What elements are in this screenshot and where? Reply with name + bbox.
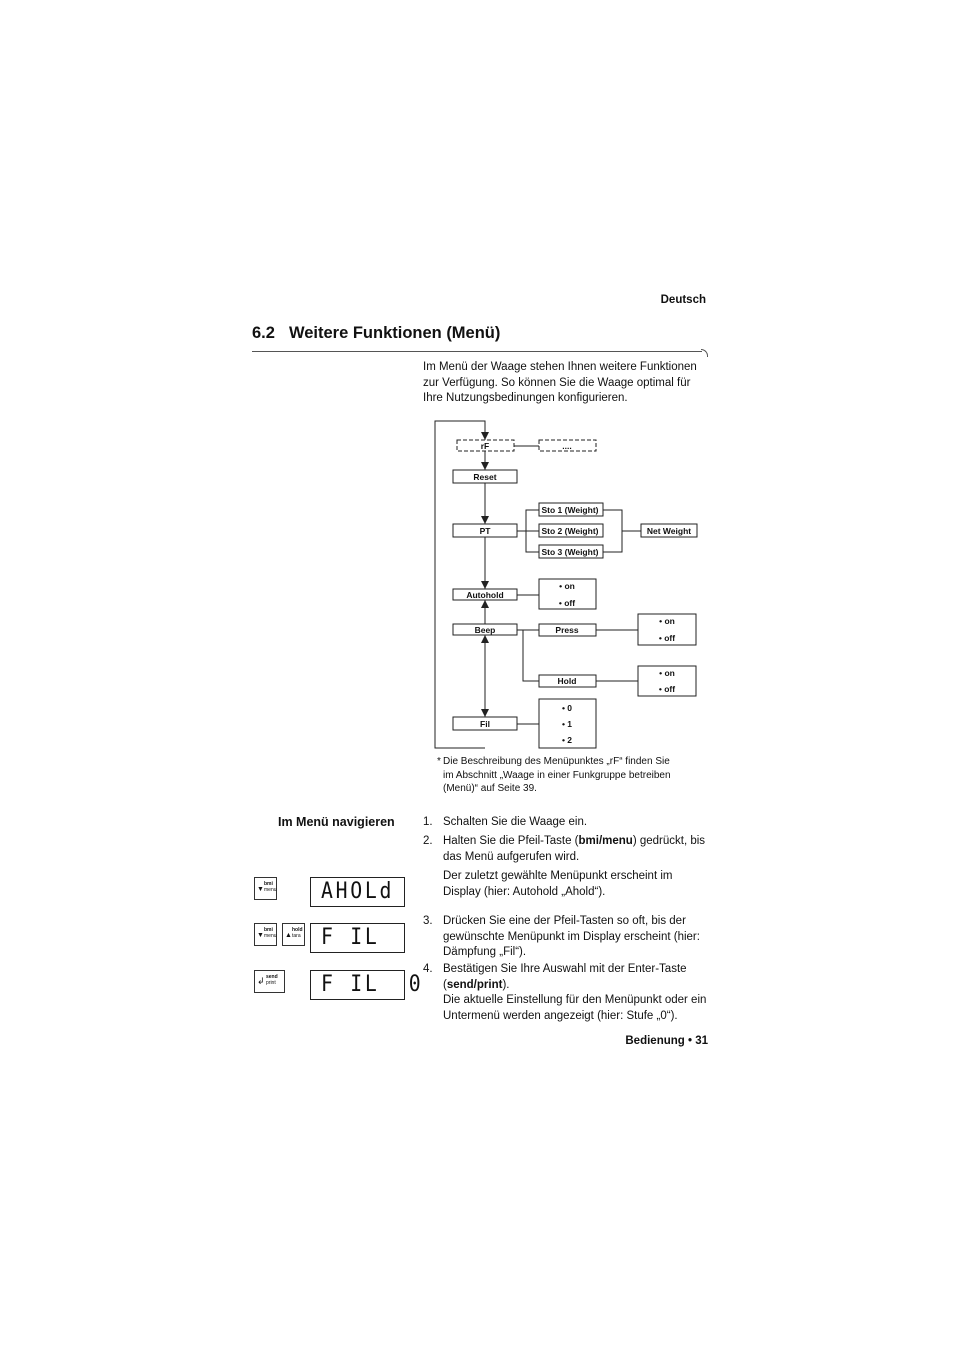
key-name-bmi-menu: bmi/menu [578,835,633,847]
section-title: Weitere Funktionen (Menü) [288,324,501,342]
label-hold-on: • on [659,668,675,678]
hold-tara-key-icon [282,923,305,946]
label-net-weight: Net Weight [646,526,692,536]
footnote-line-2: im Abschnitt „Waage in einer Funkgruppe betreiben [443,769,671,781]
key-label-bottom: menu [264,887,277,893]
footnote-line-3: (Menü)“ auf Seite 39. [443,783,537,794]
display-fil [310,923,405,953]
step-text-pre: Bestätigen Sie Ihre Auswahl mit der Enter-Taste ( [443,963,687,991]
display-fil-0 [310,970,424,1000]
display-text: F IL 0 [321,972,424,997]
key-label-top: bmi [264,927,273,933]
key-label-bottom: print [266,980,276,986]
step-text-post: ). [502,978,510,991]
label-autohold-off: • off [558,598,576,608]
down-arrow-icon: ▼ [257,932,264,939]
label-hold: Hold [557,676,577,686]
label-hold-off: • off [658,684,676,694]
step-number: 4. [423,963,433,975]
label-fil: Fil [480,719,490,729]
footnote-line-1: Die Beschreibung des Menüpunktes „rF“ finden Sie [443,756,670,767]
label-fil-2: • 2 [561,735,573,745]
label-reset: Reset [473,472,497,482]
step-number: 3. [423,915,433,927]
down-arrow-icon: ▼ [257,886,264,893]
key-label-top: bmi [264,881,273,887]
section-number: 6.2 [252,324,275,342]
key-label-bottom: menu [264,933,277,939]
up-arrow-icon: ▲ [285,932,292,939]
step-extra: Der zuletzt gewählte Menüpunkt erscheint im Display (hier: Autohold „Ahold“). [443,870,673,898]
label-fil-1: • 1 [561,719,573,729]
label-sto3: Sto 3 (Weight) [541,547,599,557]
label-autohold: Autohold [466,590,504,600]
display-text: AHOLd [321,879,395,904]
step-text-pre: Halten Sie die Pfeil-Taste ( [443,835,579,847]
key-label-bottom: tara [292,933,301,939]
step-text: Drücken Sie eine der Pfeil-Tasten so oft, bis der gewünschte Menüpunkt im Display erscheint (hier: Dämpfung „Fil“). [443,915,700,958]
label-beep: Beep [474,625,496,635]
language-label: Deutsch [660,294,706,306]
intro-paragraph: Im Menü der Waage stehen Ihnen weitere Funktionen zur Verfügung. So können Sie die Waage optimal für Ihre Nutzungsbedinungen konfigurieren. [423,361,697,404]
key-name-send-print: send/print [446,978,503,991]
display-ahold [310,877,405,907]
key-label-top: hold [292,927,303,933]
step-text: Schalten Sie die Waage ein. [443,816,588,828]
bmi-menu-key-icon [254,923,277,946]
step-extra: Die aktuelle Einstellung für den Menüpunkt oder ein Untermenü werden angezeigt (hier: Stufe „0“). [443,994,707,1022]
footnote-star: * [437,756,441,767]
label-rf: rF [480,441,490,451]
send-print-key-icon [254,970,285,993]
label-press-on: • on [659,616,675,626]
label-sto1: Sto 1 (Weight) [541,505,599,515]
step-number: 1. [423,816,433,828]
enter-arrow-icon: ↲ [257,976,265,986]
label-autohold-on: • on [559,581,575,591]
navigation-subheading: Im Menü navigieren [278,815,395,829]
label-press: Press [555,625,579,635]
step-text-post: ) gedrückt, bis das Menü aufgerufen wird. [443,835,706,863]
display-text: F IL [321,925,380,950]
bmi-menu-key-icon [254,877,277,900]
key-label-top: send [266,974,278,980]
label-pt: PT [479,526,491,536]
label-press-off: • off [658,633,676,643]
label-fil-0: • 0 [561,703,573,713]
page-footer: Bedienung • 31 [625,1035,708,1047]
label-rf-more: .... [562,441,572,451]
label-sto2: Sto 2 (Weight) [541,526,599,536]
footnote [437,755,713,796]
step-number: 2. [423,835,433,847]
